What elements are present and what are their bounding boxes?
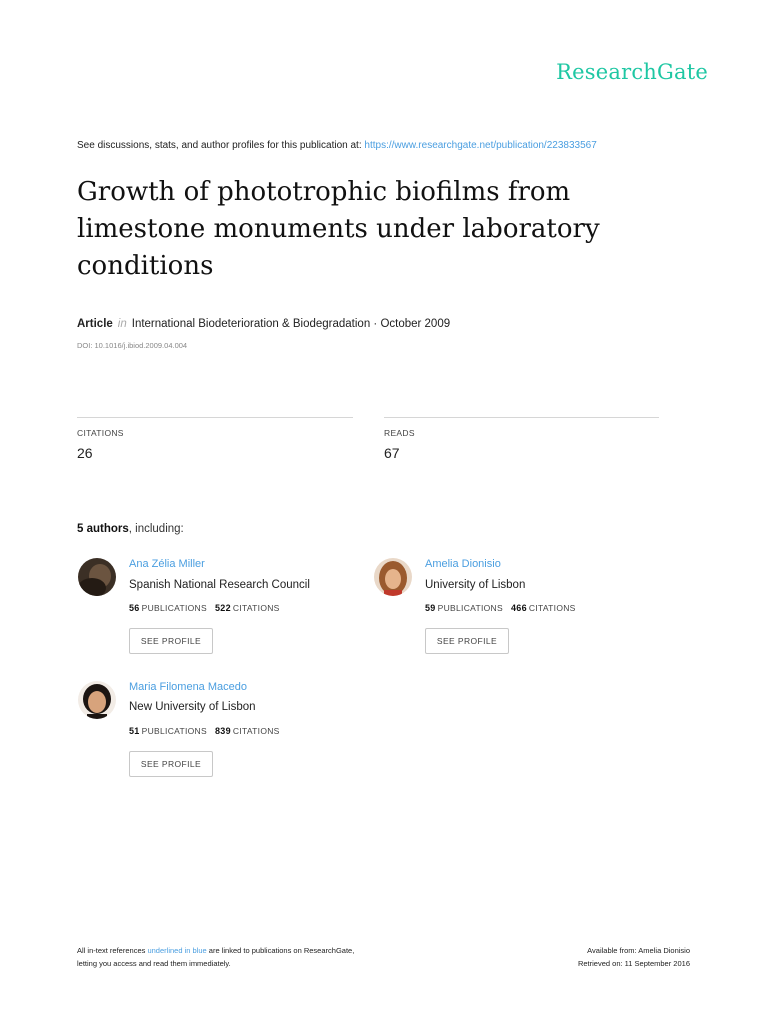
citations-label: CITATIONS bbox=[77, 428, 124, 438]
journal-date[interactable]: International Biodeterioration & Biodegradation · October 2009 bbox=[131, 318, 451, 330]
citations-divider bbox=[77, 417, 353, 418]
author-name-link[interactable]: Amelia Dionisio bbox=[425, 558, 501, 570]
footer-note bbox=[77, 944, 354, 970]
see-profile-button[interactable]: SEE PROFILE bbox=[425, 628, 509, 654]
citations-count: 839 bbox=[214, 726, 231, 736]
doi: DOI: 10.1016/j.ibiod.2009.04.004 bbox=[77, 341, 188, 350]
citations-count: 466 bbox=[510, 603, 527, 613]
citations-label: CITATIONS bbox=[232, 603, 280, 613]
citations-label: CITATIONS bbox=[528, 603, 576, 613]
footer-link-text: underlined in blue bbox=[147, 946, 207, 955]
footer-text: letting you access and read them immediately. bbox=[77, 959, 231, 968]
author-stats bbox=[129, 603, 280, 613]
footer-availability bbox=[578, 944, 690, 970]
retrieved-on: Retrieved on: 11 September 2016 bbox=[577, 959, 690, 968]
footer-text: are linked to publications on ResearchGate, bbox=[208, 946, 355, 955]
author-institution: New University of Lisbon bbox=[129, 701, 256, 713]
publication-type: Article bbox=[77, 318, 113, 330]
author-name-link[interactable]: Ana Zélia Miller bbox=[129, 558, 205, 570]
authors-suffix: , including: bbox=[128, 523, 184, 535]
discussion-line bbox=[77, 140, 597, 151]
avatar[interactable] bbox=[78, 681, 116, 719]
publication-url-link[interactable]: https://www.researchgate.net/publication/223833567 bbox=[364, 140, 597, 151]
author-stats bbox=[425, 603, 576, 613]
avatar[interactable] bbox=[374, 558, 412, 596]
researchgate-logo[interactable]: ResearchGate bbox=[556, 60, 708, 84]
author-institution: Spanish National Research Council bbox=[129, 579, 310, 591]
author-institution: University of Lisbon bbox=[425, 579, 526, 591]
footer-text: All in-text references bbox=[77, 946, 146, 955]
publications-label: PUBLICATIONS bbox=[141, 603, 207, 613]
publication-meta bbox=[77, 318, 450, 330]
author-stats bbox=[129, 726, 280, 736]
authors-count: 5 authors bbox=[77, 523, 129, 535]
publications-label: PUBLICATIONS bbox=[437, 603, 503, 613]
available-from: Available from: Amelia Dionisio bbox=[587, 946, 690, 955]
discussion-text: See discussions, stats, and author profiles for this publication at: bbox=[77, 140, 362, 151]
reads-value: 67 bbox=[384, 445, 400, 461]
citations-count: 522 bbox=[214, 603, 231, 613]
citations-value: 26 bbox=[77, 445, 93, 461]
citations-label: CITATIONS bbox=[232, 726, 280, 736]
author-photo-icon bbox=[78, 681, 116, 719]
publication-title: Growth of phototrophic biofilms from limestone monuments under laboratory conditions bbox=[77, 177, 600, 281]
author-photo-icon bbox=[78, 558, 116, 596]
publications-count: 59 bbox=[425, 603, 436, 613]
reads-label: READS bbox=[384, 428, 415, 438]
avatar[interactable] bbox=[78, 558, 116, 596]
author-photo-icon bbox=[374, 558, 412, 596]
reads-divider bbox=[384, 417, 659, 418]
publications-count: 51 bbox=[129, 726, 140, 736]
see-profile-button[interactable]: SEE PROFILE bbox=[129, 751, 213, 777]
publications-label: PUBLICATIONS bbox=[141, 726, 207, 736]
publications-count: 56 bbox=[129, 603, 140, 613]
authors-heading bbox=[77, 523, 184, 535]
see-profile-button[interactable]: SEE PROFILE bbox=[129, 628, 213, 654]
author-name-link[interactable]: Maria Filomena Macedo bbox=[129, 681, 247, 693]
in-word: in bbox=[117, 318, 127, 330]
